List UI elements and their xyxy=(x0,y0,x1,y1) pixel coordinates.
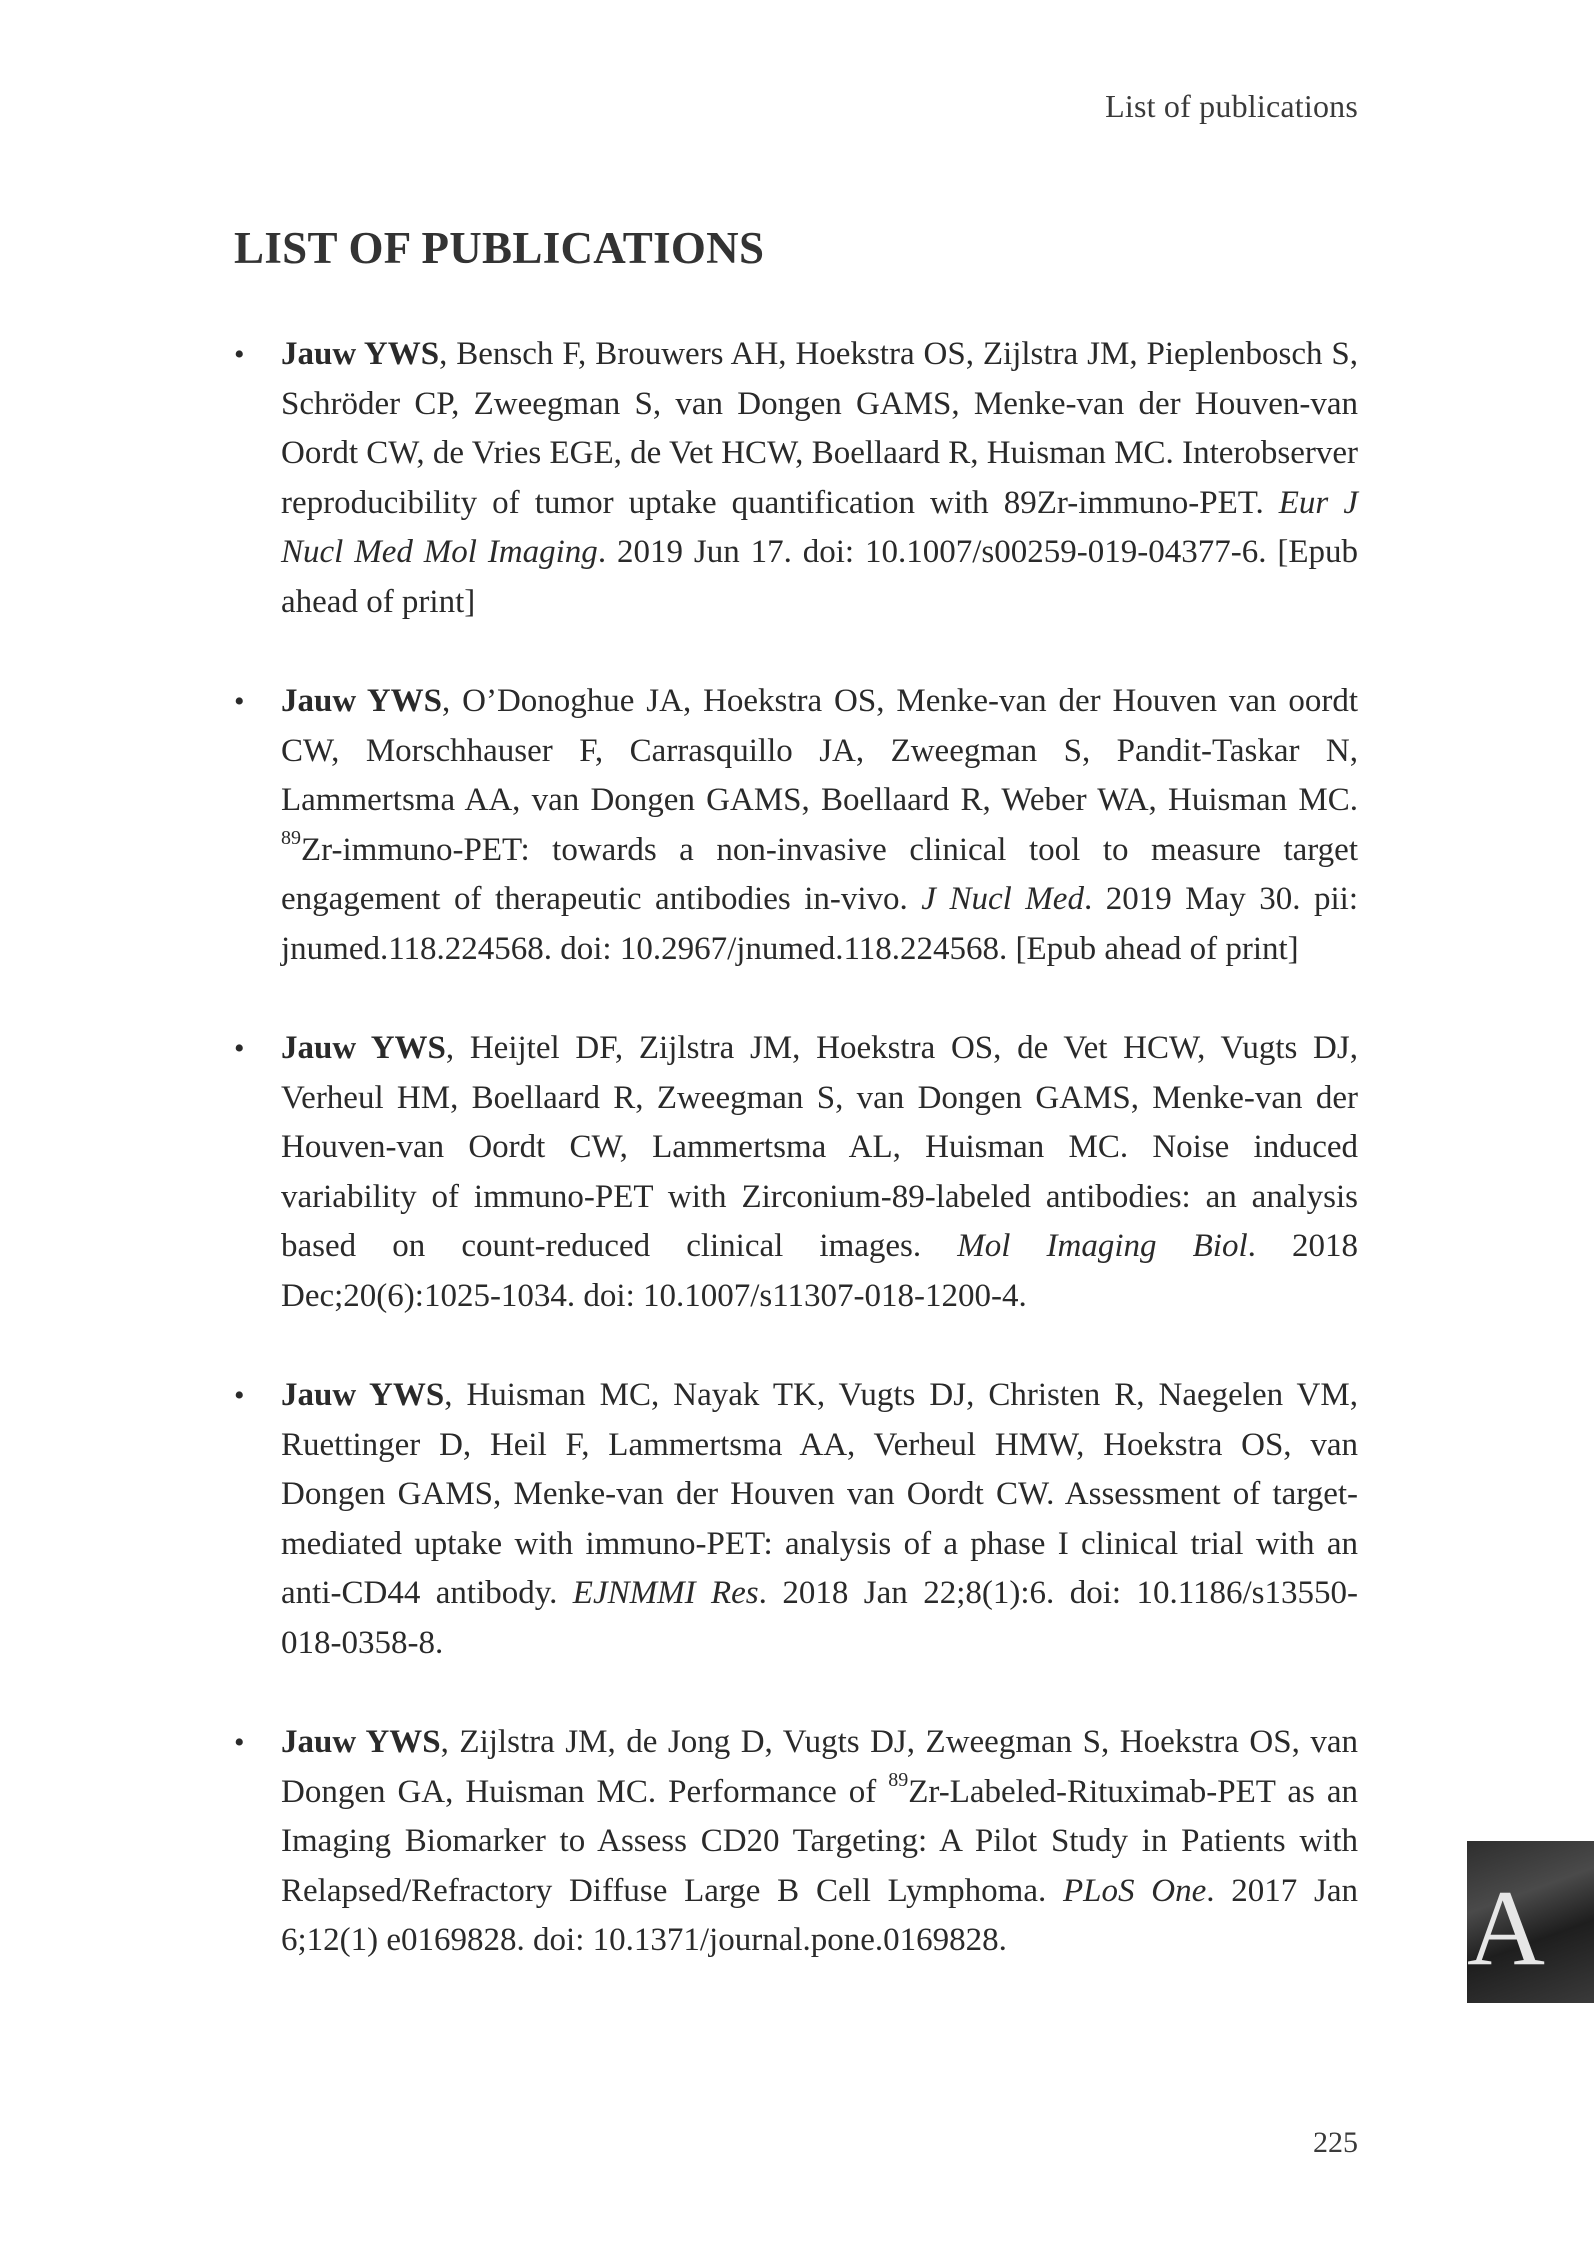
publication-item xyxy=(234,677,1358,974)
lead-author: Jauw YWS xyxy=(281,1377,445,1413)
lead-author: Jauw YWS xyxy=(281,336,440,372)
publication-list xyxy=(234,330,1358,2016)
co-authors: , Bensch F, Brouwers AH, Hoekstra OS, Zijlstra JM, Pieplenbosch S, Schröder CP, Zweegman S, van Dongen GAMS, Menke-van der Houven-van Oordt CW, de Vries EGE, de Vet HCW, Boellaard R, Huisman MC. xyxy=(281,336,1358,471)
publication-item xyxy=(234,1371,1358,1668)
co-authors: , Heijtel DF, Zijlstra JM, Hoekstra OS, de Vet HCW, Vugts DJ, Verheul HM, Boellaard R, Zweegman S, van Dongen GAMS, Menke-van der Houven-van Oordt CW, Lammertsma AL, Huisman MC. xyxy=(281,1030,1358,1165)
bullet-icon: • xyxy=(234,1032,245,1065)
journal-name: Mol Imaging Biol xyxy=(957,1228,1248,1264)
article-title: Noise induced variability of immuno-PET with Zirconium-89-labeled antibodies: an analysis based on count-reduced clinical images. xyxy=(281,1129,1359,1264)
bullet-icon: • xyxy=(234,1379,245,1412)
article-title-prefix: Performance of xyxy=(668,1773,889,1810)
chapter-tab xyxy=(1467,1841,1594,2003)
article-title: Zr-Labeled-Rituximab-PET as an Imaging Biomarker to Assess CD20 Targeting: A Pilot Study in Patients with Relapsed/Refractory Diffuse Large B Cell Lymphoma. xyxy=(281,1773,1358,1909)
publication-item xyxy=(234,1718,1358,1966)
citation-details: . 2019 Jun 17. doi: 10.1007/s00259-019-04377-6. [Epub ahead of print] xyxy=(281,534,1359,620)
journal-name: PLoS One xyxy=(1063,1872,1207,1909)
co-authors: , Zijlstra JM, de Jong D, Vugts DJ, Zweegman S, Hoekstra OS, van Dongen GA, Huisman MC. xyxy=(281,1724,1358,1810)
lead-author: Jauw YWS xyxy=(281,1030,446,1066)
isotope-superscript: 89 xyxy=(281,826,301,849)
publication-item xyxy=(234,330,1358,627)
bullet-icon: • xyxy=(234,1726,245,1759)
article-title: Assessment of target-mediated uptake with immuno-PET: analysis of a phase I clinical trial with an anti-CD44 antibody. xyxy=(281,1476,1358,1611)
publication-item xyxy=(234,1024,1358,1321)
page-number: 225 xyxy=(1313,2126,1358,2159)
citation-details: . 2018 Jan 22;8(1):6. doi: 10.1186/s13550-018-0358-8. xyxy=(281,1575,1359,1661)
journal-name: Eur J Nucl Med Mol Imaging xyxy=(281,484,1358,570)
section-title: LIST OF PUBLICATIONS xyxy=(234,223,765,273)
bullet-icon: • xyxy=(234,685,245,718)
isotope-superscript: 89 xyxy=(888,1768,909,1791)
journal-name: EJNMMI Res xyxy=(572,1575,759,1611)
co-authors: , O’Donoghue JA, Hoekstra OS, Menke-van der Houven van oordt CW, Morschhauser F, Carrasquillo JA, Zweegman S, Pandit-Taskar N, Lammertsma AA, van Dongen GAMS, Boellaard R, Weber WA, Huisman MC. xyxy=(281,683,1358,818)
bullet-icon: • xyxy=(234,338,245,371)
citation-details: . 2019 May 30. pii: jnumed.118.224568. doi: 10.2967/jnumed.118.224568. [Epub ahead of print] xyxy=(281,881,1358,967)
citation-details: . 2017 Jan 6;12(1) e0169828. doi: 10.1371/journal.pone.0169828. xyxy=(281,1872,1359,1958)
co-authors: , Huisman MC, Nayak TK, Vugts DJ, Christen R, Naegelen VM, Ruettinger D, Heil F, Lammertsma AA, Verheul HMW, Hoekstra OS, van Dongen GAMS, Menke-van der Houven van Oordt CW. xyxy=(281,1377,1358,1512)
lead-author: Jauw YWS xyxy=(281,1724,441,1760)
article-title: Zr-immuno-PET: towards a non-invasive clinical tool to measure target engagement of therapeutic antibodies in-vivo. xyxy=(281,831,1358,917)
article-title: Interobserver reproducibility of tumor uptake quantification with 89Zr-immuno-PET. xyxy=(281,435,1358,521)
chapter-tab-letter: A xyxy=(1467,1869,1545,1988)
running-header: List of publications xyxy=(1105,88,1358,124)
citation-details: . 2018 Dec;20(6):1025-1034. doi: 10.1007/s11307-018-1200-4. xyxy=(281,1228,1358,1314)
lead-author: Jauw YWS xyxy=(281,683,443,719)
journal-name: J Nucl Med xyxy=(921,881,1084,917)
